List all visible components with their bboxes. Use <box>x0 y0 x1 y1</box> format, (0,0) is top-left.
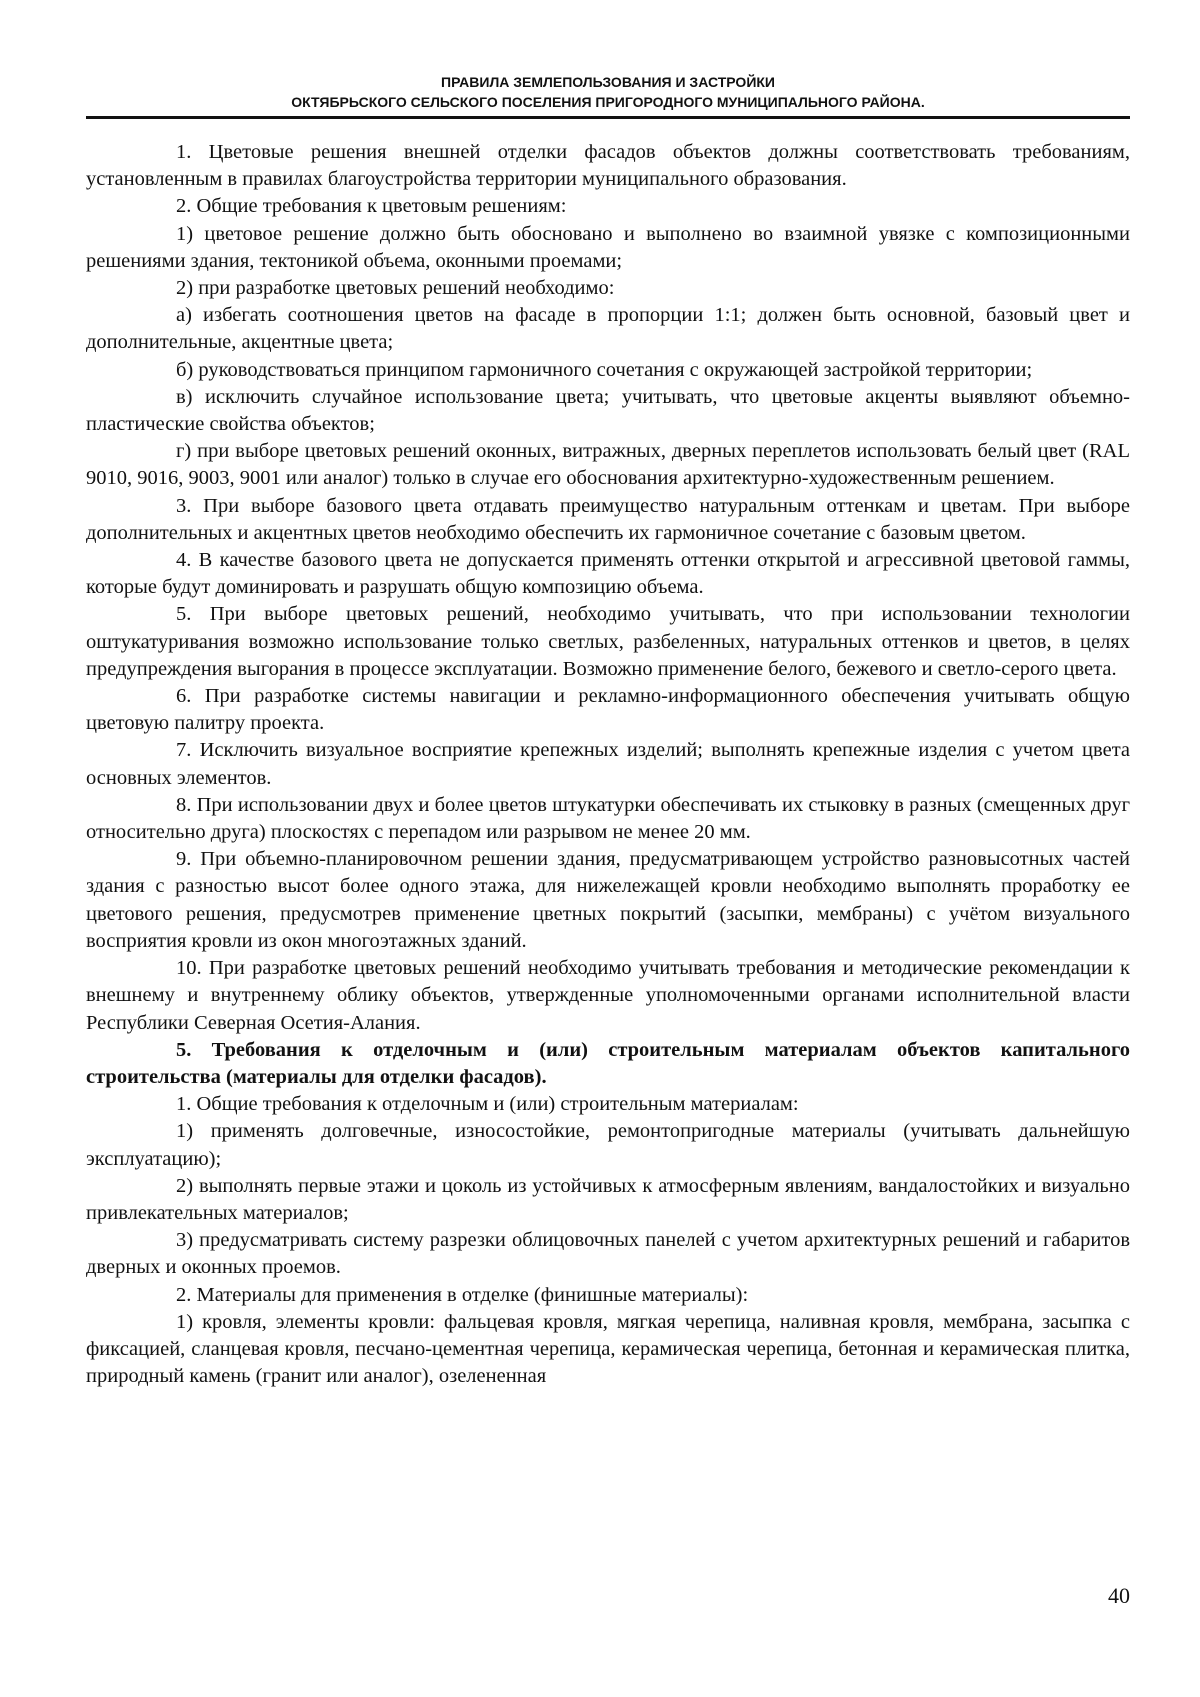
paragraph: б) руководствоваться принципом гармоничного сочетания с окружающей застройкой территории; <box>176 358 1033 381</box>
paragraph: 7. Исключить визуальное восприятие крепежных изделий; выполнять крепежные изделия с учетом цвета основных элементов. <box>86 739 1130 789</box>
paragraph: в) исключить случайное использование цвета; учитывать, что цветовые акценты выявляют объемно-пластические свойства объектов; <box>86 385 1130 436</box>
section-heading: 5. Требования к отделочным и (или) строительным материалам объектов капитального строительства (материалы для отделки фасадов). <box>86 1038 1130 1088</box>
paragraph: 8. При использовании двух и более цветов штукатурки обеспечивать их стыковку в разных (смещенных друг относительно друга) плоскостях с перепадом или разрывом не менее 20 мм. <box>86 793 1130 844</box>
paragraph: 4. В качестве базового цвета не допускается применять оттенки открытой и агрессивной цветовой гаммы, которые будут доминировать и разрушать общую композицию объема. <box>86 549 1130 599</box>
paragraph: 1) применять долговечные, износостойкие, ремонтопригодные материалы (учитывать дальнейшую эксплуатацию); <box>86 1120 1130 1170</box>
header-rule <box>86 116 1130 119</box>
paragraph: 3. При выборе базового цвета отдавать преимущество натуральным оттенкам и цветам. При выборе дополнительных и акцентных цветов необходимо обеспечить их гармоничное сочетание с базовым цветом. <box>86 494 1130 544</box>
paragraph: 5. При выборе цветовых решений, необходимо учитывать, что при использовании технологии оштукатуривания возможно использование только светлых, разбеленных, натуральных оттенков и цветов, в целях предупреждения выгорания в процессе эксплуатации. Возможно применение белого, бежевого и светло-серого цвета. <box>86 603 1130 680</box>
paragraph: а) избегать соотношения цветов на фасаде в пропорции 1:1; должен быть основной, базовый цвет и дополнительные, акцентные цвета; <box>86 304 1130 354</box>
header-line-1: ПРАВИЛА ЗЕМЛЕПОЛЬЗОВАНИЯ И ЗАСТРОЙКИ <box>441 74 775 90</box>
running-header <box>86 72 1130 112</box>
paragraph: 2) выполнять первые этажи и цоколь из устойчивых к атмосферным явлениям, вандалостойких и визуально привлекательных материалов; <box>86 1174 1130 1224</box>
paragraph: 2) при разработке цветовых решений необходимо: <box>176 277 615 300</box>
paragraph: 1. Общие требования к отделочным и (или) строительным материалам: <box>176 1093 799 1116</box>
paragraph: 2. Материалы для применения в отделке (финишные материалы): <box>176 1283 749 1306</box>
document-body <box>86 139 1130 1390</box>
paragraph: 6. При разработке системы навигации и рекламно-информационного обеспечения учитывать общую цветовую палитру проекта. <box>86 685 1130 735</box>
paragraph: 9. При объемно-планировочном решении здания, предусматривающем устройство разновысотных частей здания с разностью высот более одного этажа, для нижележащей кровли необходимо выполнять проработку ее цветового решения, предусмотрев применение цветных покрытий (засыпки, мембраны) с учётом визуального восприятия кровли из окон многоэтажных зданий. <box>86 848 1130 952</box>
header-line-2: ОКТЯБРЬСКОГО СЕЛЬСКОГО ПОСЕЛЕНИЯ ПРИГОРОДНОГО МУНИЦИПАЛЬНОГО РАЙОНА. <box>291 94 925 110</box>
paragraph: 3) предусматривать систему разрезки облицовочных панелей с учетом архитектурных решений и габаритов дверных и оконных проемов. <box>86 1229 1130 1279</box>
paragraph: 10. При разработке цветовых решений необходимо учитывать требования и методические рекомендации к внешнему и внутреннему облику объектов, утвержденные уполномоченными органами исполнительной власти Республики Северная Осетия-Алания. <box>86 957 1130 1034</box>
paragraph: 2. Общие требования к цветовым решениям: <box>176 195 567 218</box>
paragraph: 1) цветовое решение должно быть обосновано и выполнено во взаимной увязке с композиционными решениями здания, тектоникой объема, оконными проемами; <box>86 222 1130 272</box>
page-number: 40 <box>1108 1583 1130 1608</box>
paragraph: 1) кровля, элементы кровли: фальцевая кровля, мягкая черепица, наливная кровля, мембрана, засыпка с фиксацией, сланцевая кровля, песчано-цементная черепица, керамическая черепица, бетонная и керамическая плитка, природный камень (гранит или аналог), озелененная <box>86 1310 1130 1388</box>
paragraph: г) при выборе цветовых решений оконных, витражных, дверных переплетов использовать белый цвет (RAL 9010, 9016, 9003, 9001 или аналог) только в случае его обоснования архитектурно-художественным решением. <box>86 440 1130 490</box>
paragraph: 1. Цветовые решения внешней отделки фасадов объектов должны соответствовать требованиям, установленным в правилах благоустройства территории муниципального образования. <box>86 141 1130 191</box>
